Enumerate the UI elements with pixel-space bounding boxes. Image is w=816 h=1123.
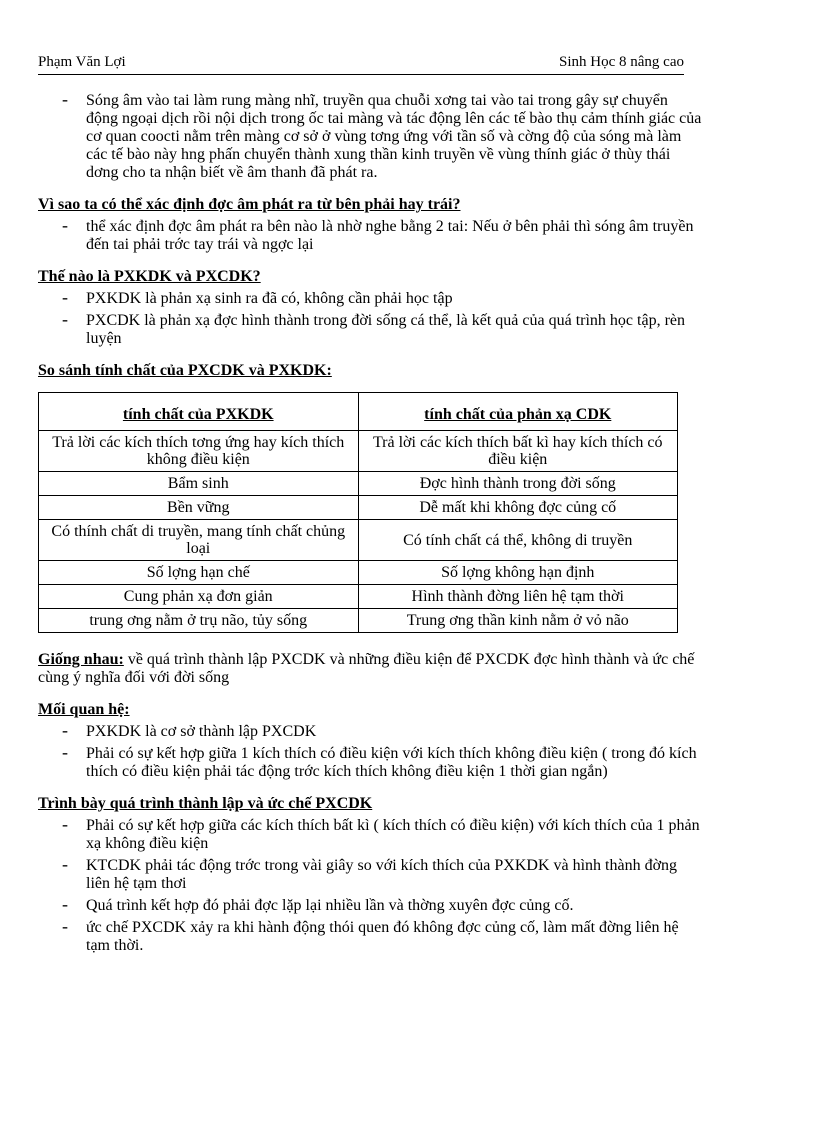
table-row: [39, 496, 678, 520]
table-row: [39, 609, 678, 633]
list-item: - PXKDK là phản xạ sinh ra đã có, không cần phải học tập: [62, 290, 702, 308]
table-cell: Có tính chất cá thể, không di truyền: [358, 520, 678, 561]
header-subject: Sinh Học 8 nâng cao: [559, 54, 684, 70]
definition-list: [62, 290, 702, 348]
table-cell: Cung phản xạ đơn giản: [39, 585, 359, 609]
table-cell: Dễ mất khi không đợc củng cố: [358, 496, 678, 520]
list-item: - PXCDK là phản xạ đợc hình thành trong đời sống cá thể, là kết quả của quá trình học tập, rèn luyện: [62, 312, 702, 348]
similarity-text: về quá trình thành lập PXCDK và những điều kiện để PXCDK đợc hình thành và ức chế cùng ý nghĩa đối với đời sống: [38, 651, 695, 686]
relation-list: [62, 723, 702, 781]
list-item: - Sóng âm vào tai làm rung màng nhĩ, truyền qua chuỗi xơng tai vào tai trong gây sự chuyển động ngoại dịch rồi nội dịch trong ốc tai màng và tác động lên các tế bào thụ cảm thính giác của cơ quan coocti nằm trên màng cơ sở ở vùng tơng ứng với tần số và cờng độ của sóng mà làm các tế bào này hng phấn chuyển thành xung thần kinh truyền về vùng thính giác ở thùy thái dơng cho ta nhận biết về âm thanh đã phát ra.: [62, 92, 702, 182]
process-list: [62, 817, 702, 955]
table-row: [39, 561, 678, 585]
comparison-table: [38, 392, 678, 633]
list-item: - Quá trình kết hợp đó phải đợc lặp lại nhiều lần và thờng xuyên đợc củng cố.: [62, 897, 702, 915]
list-item: - Phải có sự kết hợp giữa 1 kích thích có điều kiện với kích thích không điều kiện ( trong đó kích thích có điều kiện phải tác động trớc kích thích không điều kiện 1 thời gian ngắn): [62, 745, 702, 781]
table-row: [39, 472, 678, 496]
table-cell: Số lợng không hạn định: [358, 561, 678, 585]
table-cell: Đợc hình thành trong đời sống: [358, 472, 678, 496]
table-row: [39, 520, 678, 561]
table-header-row: [39, 393, 678, 431]
document-body: [38, 92, 702, 959]
list-item: - Phải có sự kết hợp giữa các kích thích bất kì ( kích thích có điều kiện) với kích thích của 1 phản xạ không điều kiện: [62, 817, 702, 853]
table-cell: Số lợng hạn chế: [39, 561, 359, 585]
list-item: - ức chế PXCDK xảy ra khi hành động thói quen đó không đợc củng cố, làm mất đờng liên hệ tạm thời.: [62, 919, 702, 955]
table-row: [39, 585, 678, 609]
table-cell: Trả lời các kích thích tơng ứng hay kích thích không điều kiện: [39, 431, 359, 472]
section-heading-compare: So sánh tính chất của PXCDK và PXKDK:: [38, 362, 332, 379]
table-cell: Trả lời các kích thích bất kì hay kích thích có điều kiện: [358, 431, 678, 472]
section-heading-definition: Thế nào là PXKDK và PXCDK?: [38, 268, 261, 285]
table-cell: Bẩm sinh: [39, 472, 359, 496]
table-cell: trung ơng nằm ở trụ não, tủy sống: [39, 609, 359, 633]
table-cell: Hình thành đờng liên hệ tạm thời: [358, 585, 678, 609]
section-heading-process: Trình bày quá trình thành lập và ức chế PXCDK: [38, 795, 373, 812]
similarity-paragraph: [38, 651, 702, 687]
similarity-label: Giống nhau:: [38, 651, 124, 668]
section-heading-direction: Vì sao ta có thể xác định đợc âm phát ra từ bên phải hay trái?: [38, 196, 461, 213]
direction-list: [62, 218, 702, 254]
table-cell: Trung ơng thần kinh nằm ở vỏ não: [358, 609, 678, 633]
section-heading-relation: Mối quan hệ:: [38, 701, 130, 718]
list-item: - thể xác định đợc âm phát ra bên nào là nhờ nghe bằng 2 tai: Nếu ở bên phải thì sóng âm truyền đến tai phải trớc tay trái và ngợc lại: [62, 218, 702, 254]
table-cell: Có thính chất di truyền, mang tính chất chủng loại: [39, 520, 359, 561]
header-author: Phạm Văn Lợi: [38, 54, 126, 70]
page-header: [38, 50, 684, 75]
table-row: [39, 431, 678, 472]
intro-list: [62, 92, 702, 182]
list-item: - PXKDK là cơ sở thành lập PXCDK: [62, 723, 702, 741]
table-cell: Bền vững: [39, 496, 359, 520]
list-item: - KTCDK phải tác động trớc trong vài giây so với kích thích của PXKDK và hình thành đờng liên hệ tạm thơi: [62, 857, 702, 893]
table-header-pxcdk: tính chất của phản xạ CDK: [358, 393, 678, 431]
table-header-pxkdk: tính chất của PXKDK: [39, 393, 359, 431]
